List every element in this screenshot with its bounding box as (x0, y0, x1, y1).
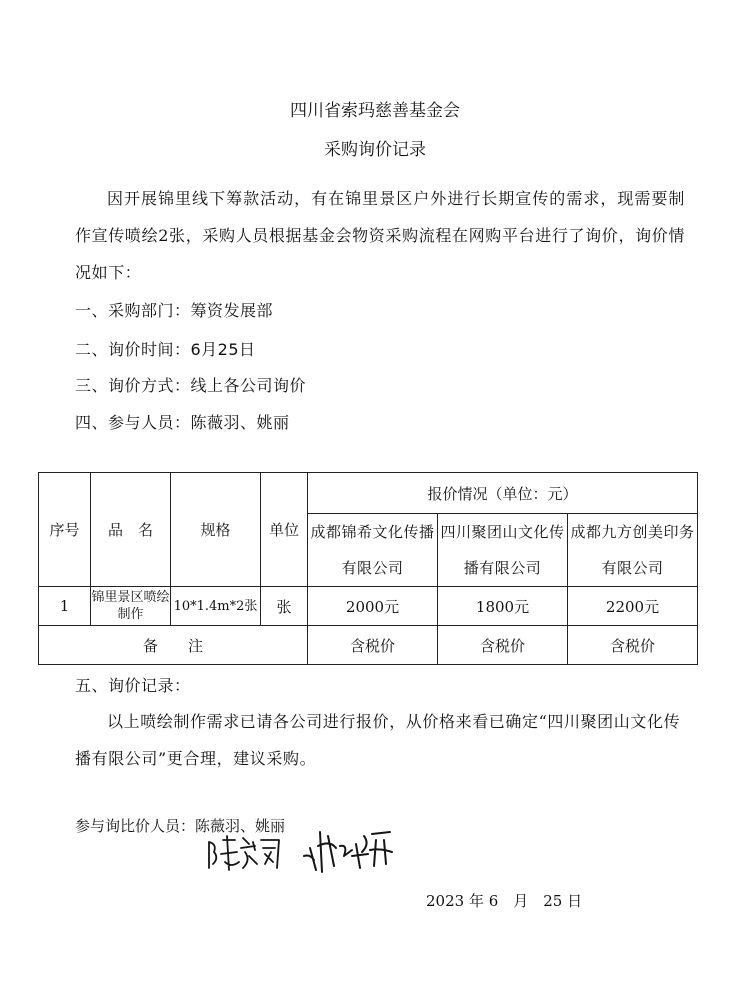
quote-table (38, 472, 698, 665)
cell-price-2: 1800元 (438, 587, 568, 626)
company-2: 四川聚团山文化传播有限公司 (438, 514, 568, 587)
document-date: 2023 年 6 月 25 日 (426, 892, 583, 910)
cell-seq: 1 (39, 587, 91, 626)
company-3: 成都九方创美印务有限公司 (568, 514, 698, 587)
table-header-row (39, 473, 698, 514)
remark-3: 含税价 (568, 626, 698, 665)
cell-unit: 张 (261, 587, 308, 626)
org-title: 四川省索玛慈善基金会 (290, 101, 460, 121)
signature-chen-weiyu (205, 834, 285, 874)
remark-label: 备 注 (39, 626, 308, 665)
remark-2: 含税价 (438, 626, 568, 665)
item-department: 一、采购部门：筹资发展部 (75, 301, 274, 320)
company-1: 成都锦希文化传播有限公司 (308, 514, 438, 587)
item-inquiry-method: 三、询价方式：线上各公司询价 (75, 376, 307, 395)
intro-paragraph: 因开展锦里线下筹款活动，有在锦里景区户外进行长期宣传的需求，现需要制作宣传喷绘2张，采购人员根据基金会物资采购流程在网购平台进行了询价，询价情况如下： (75, 189, 685, 282)
header-seq: 序号 (39, 473, 91, 587)
table-remark-row (39, 626, 698, 665)
section-five-heading: 五、询价记录： (75, 676, 191, 695)
header-name: 品 名 (91, 473, 171, 587)
cell-spec: 10*1.4m*2张 (171, 587, 261, 626)
item-inquiry-time: 二、询价时间：6月25日 (75, 340, 256, 359)
header-unit: 单位 (261, 473, 308, 587)
conclusion-paragraph: 以上喷绘制作需求已请各公司进行报价，从价格来看已确定“四川聚团山文化传播有限公司”更合理，建议采购。 (75, 712, 681, 768)
cell-price-1: 2000元 (308, 587, 438, 626)
signature-yao-li (300, 826, 395, 876)
header-spec: 规格 (171, 473, 261, 587)
item-participants: 四、参与人员：陈薇羽、姚丽 (75, 413, 290, 432)
remark-1: 含税价 (308, 626, 438, 665)
cell-name: 锦里景区喷绘制作 (91, 587, 171, 626)
participants-line: 参与询比价人员：陈薇羽、姚丽 (75, 817, 286, 835)
cell-price-3: 2200元 (568, 587, 698, 626)
table-row (39, 587, 698, 626)
header-quote-group: 报价情况（单位：元） (308, 473, 698, 514)
doc-title: 采购询价记录 (324, 140, 426, 160)
